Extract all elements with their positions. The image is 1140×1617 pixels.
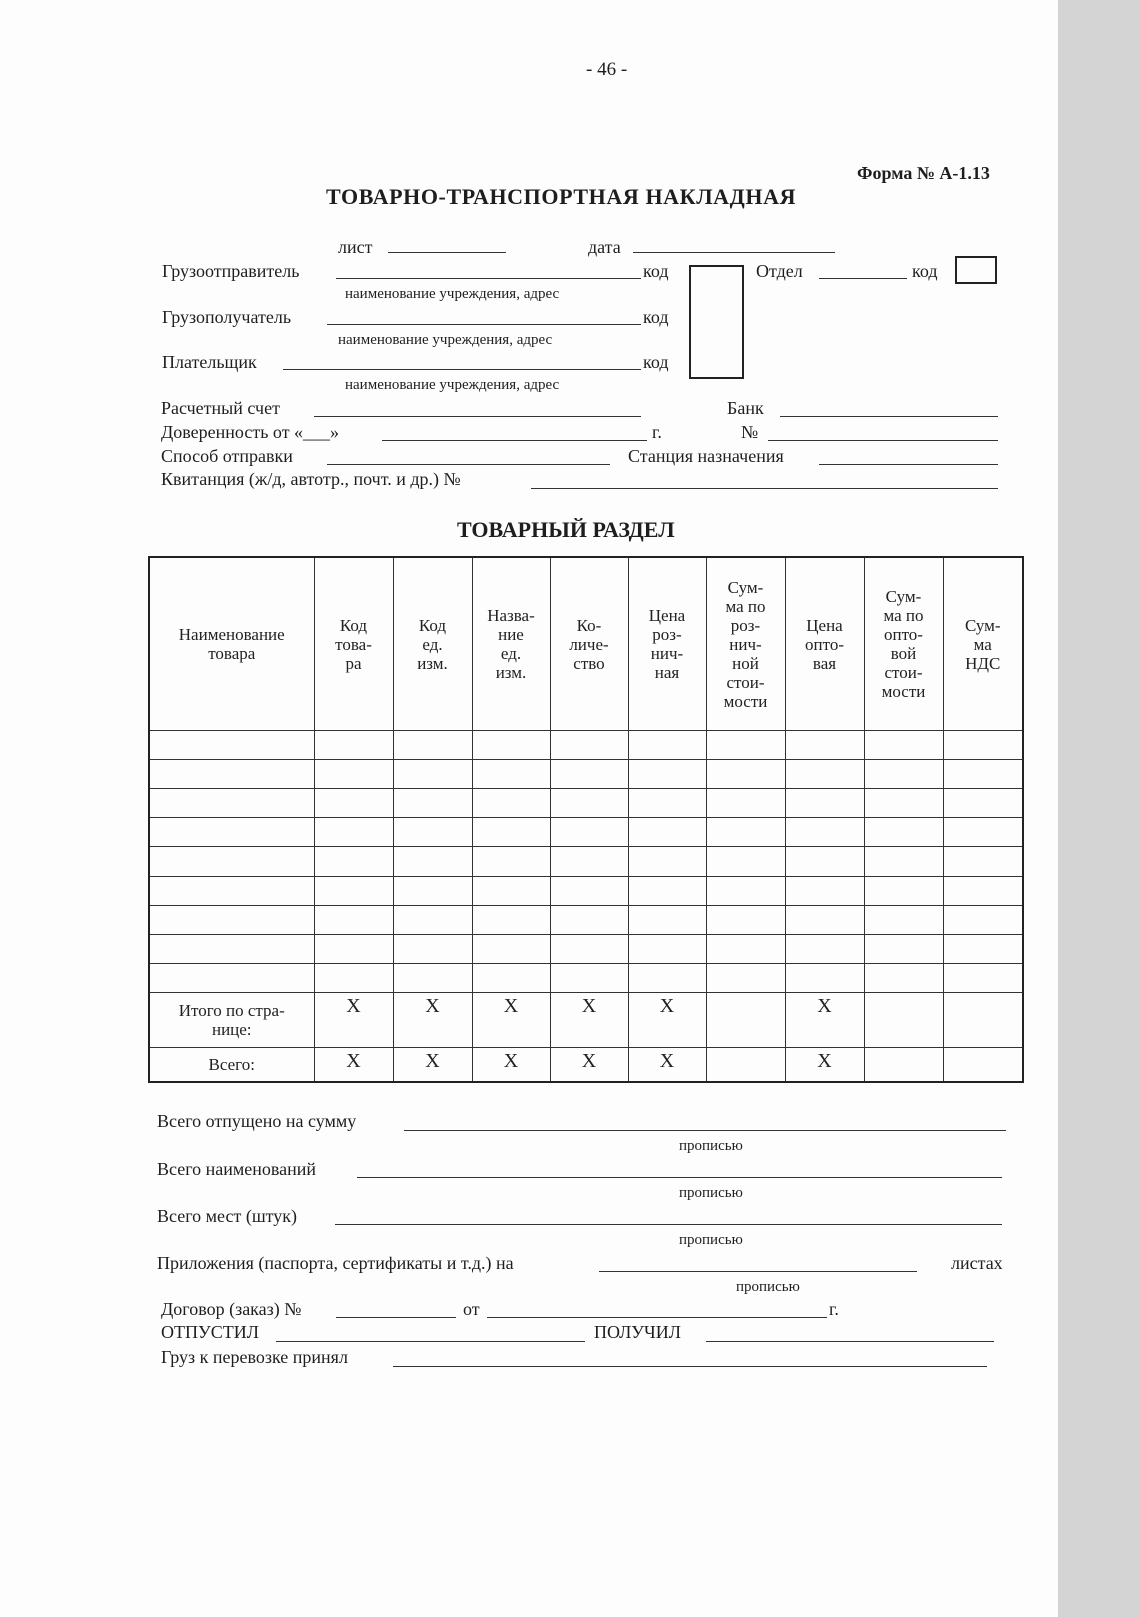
total-places-hint: прописью [679,1232,743,1248]
table-cell[interactable] [550,760,628,789]
contract-from-label: от [463,1299,480,1319]
table-cell[interactable] [472,847,550,876]
received-field[interactable] [706,1341,994,1342]
column-header-3 [393,557,472,731]
table-cell[interactable] [864,876,943,905]
column-header-line: Сум- [885,587,922,606]
table-header-row [149,557,1023,731]
proxy-number-sign: № [741,422,759,442]
section-title: ТОВАРНЫЙ РАЗДЕЛ [457,517,675,542]
column-header-line: опто- [884,625,923,644]
total-names-field[interactable] [357,1177,1002,1178]
table-cell[interactable] [628,818,706,847]
table-cell[interactable] [393,963,472,992]
table-cell[interactable] [550,876,628,905]
table-cell[interactable] [550,818,628,847]
table-cell[interactable] [472,731,550,760]
column-header-text [805,616,844,673]
total-sum-label: Всего отпущено на сумму [157,1111,357,1131]
table-cell[interactable] [550,905,628,934]
bank-label: Банк [727,398,764,418]
table-cell[interactable] [314,818,393,847]
table-cell[interactable] [393,760,472,789]
column-header-line: нич- [650,644,684,663]
table-cell[interactable] [628,876,706,905]
table-cell[interactable] [864,818,943,847]
column-header-text [649,606,685,682]
table-cell[interactable] [472,934,550,963]
receipt-field[interactable] [531,488,998,489]
column-header-line: Сум- [727,577,764,597]
goods-table [148,556,1024,1083]
table-row [149,934,1023,963]
table-cell[interactable] [314,876,393,905]
table-cell[interactable] [550,934,628,963]
column-header-line: ед. [422,634,443,654]
column-header-7 [706,557,785,731]
table-cell[interactable] [472,789,550,818]
grand-total-row-label [149,1048,314,1083]
column-header-6 [628,557,706,731]
scan-margin-strip [1058,0,1140,1617]
payer-label: Плательщик [162,352,257,372]
column-header-1 [149,557,314,731]
column-header-line: ние [498,625,524,644]
table-cell[interactable] [628,789,706,818]
table-cell[interactable] [149,934,314,963]
account-field[interactable] [314,416,641,417]
table-cell[interactable] [706,876,785,905]
consignee-code-label: код [643,307,669,327]
released-field[interactable] [276,1341,585,1342]
dept-code-box[interactable] [955,256,997,284]
attachments-hint: прописью [736,1279,800,1295]
table-cell[interactable] [706,905,785,934]
column-header-line: Цена [648,606,686,625]
table-cell[interactable] [314,731,393,760]
table-cell[interactable] [943,789,1023,818]
account-label: Расчетный счет [161,398,280,418]
table-cell[interactable] [393,876,472,905]
column-header-text [569,616,608,673]
table-row [149,847,1023,876]
column-header-line: роз- [730,615,761,635]
grand-total-row-label-line: Всего: [208,1055,255,1074]
form-number: Форма № А-1.13 [857,163,990,183]
table-row [149,760,1023,789]
table-cell[interactable] [943,876,1023,905]
dept-label: Отдел [756,261,803,281]
table-cell[interactable] [628,847,706,876]
bank-field[interactable] [780,416,998,417]
column-header-line: ма [973,634,992,654]
table-cell[interactable] [706,731,785,760]
page-total-row-label-line: Итого по стра- [178,1001,285,1020]
attachments-label: Приложения (паспорта, сертификаты и т.д.) на [157,1253,514,1273]
page-total-row-label [149,993,314,1048]
column-header-line: мости [723,691,768,711]
table-cell[interactable] [785,731,864,760]
table-cell[interactable] [706,963,785,992]
table-cell[interactable] [149,847,314,876]
proxy-number-field[interactable] [768,440,998,441]
column-header-line: опто- [805,634,844,654]
column-header-line: ма по [725,596,766,616]
table-cell[interactable] [943,963,1023,992]
table-cell[interactable] [943,934,1023,963]
table-cell[interactable] [943,847,1023,876]
shipper-hint: наименование учреждения, адрес [345,286,560,302]
column-header-text [882,587,926,701]
column-header-line: Наименование [178,625,285,644]
column-header-line: това- [335,634,372,654]
x-mark: Х [472,993,550,1048]
table-cell[interactable] [314,963,393,992]
column-header-line: изм. [495,663,527,682]
contract-label: Договор (заказ) № [161,1299,302,1319]
column-header-line: ство [573,653,605,673]
table-cell[interactable] [706,760,785,789]
table-cell[interactable] [472,760,550,789]
column-header-line: вой [890,644,917,663]
table-cell[interactable] [472,818,550,847]
document-title: ТОВАРНО-ТРАНСПОРТНАЯ НАКЛАДНАЯ [326,184,797,209]
column-header-line: личе- [569,634,609,654]
shipper-label: Грузоотправитель [162,261,300,281]
table-cell[interactable] [393,818,472,847]
sheet-label: лист [338,237,373,257]
table-cell[interactable] [864,934,943,963]
column-header-line: товара [208,644,256,663]
column-header-line: роз- [652,625,682,644]
table-cell[interactable] [393,789,472,818]
column-header-2 [314,557,393,731]
shipping-method-field[interactable] [327,464,610,465]
shipper-code-label: код [643,261,669,281]
table-cell[interactable] [785,876,864,905]
table-cell[interactable] [785,963,864,992]
total-places-field[interactable] [335,1224,1002,1225]
column-header-10 [943,557,1023,731]
payer-field[interactable] [283,369,641,370]
x-mark: Х [550,1048,628,1083]
column-header-line: Цена [806,615,843,635]
proxy-year-suffix: г. [652,422,662,442]
table-cell[interactable] [943,760,1023,789]
column-header-line: НДС [965,653,1001,673]
total-sum-field[interactable] [404,1130,1006,1131]
column-header-5 [550,557,628,731]
table-row [149,789,1023,818]
shipping-method-label: Способ отправки [161,446,293,466]
table-cell[interactable] [393,905,472,934]
table-cell[interactable] [864,847,943,876]
table-row [149,963,1023,992]
page-total-row [149,993,1023,1048]
table-cell[interactable] [785,847,864,876]
column-header-line: ма по [883,606,924,625]
table-cell[interactable] [706,847,785,876]
table-cell[interactable] [706,934,785,963]
table-cell[interactable] [706,818,785,847]
released-label: ОТПУСТИЛ [161,1322,259,1342]
cargo-accepted-label: Груз к перевозке принял [161,1347,348,1367]
total-places-label: Всего мест (штук) [157,1206,298,1226]
column-header-line: Код [339,615,368,635]
total-cell[interactable] [706,993,785,1048]
table-row [149,731,1023,760]
column-header-line: Назва- [487,606,535,625]
column-header-line: вая [812,653,837,673]
column-header-line: Ко- [576,615,602,635]
total-cell[interactable] [943,993,1023,1048]
contract-number-field[interactable] [336,1317,456,1318]
column-header-line: нич- [729,634,762,654]
x-mark: Х [314,993,393,1048]
page-total-row-label-line: нице: [211,1020,252,1039]
table-cell[interactable] [628,760,706,789]
date-field[interactable] [633,252,835,253]
code-box[interactable] [689,265,744,379]
column-header-line: ная [654,663,680,682]
consignee-field[interactable] [327,324,641,325]
table-cell[interactable] [550,847,628,876]
x-mark: Х [628,993,706,1048]
table-cell[interactable] [472,876,550,905]
table-cell[interactable] [628,905,706,934]
column-header-line: ной [732,653,759,673]
table-cell[interactable] [393,934,472,963]
table-cell[interactable] [785,818,864,847]
column-header-line: стои- [884,663,923,682]
dept-code-label: код [912,261,938,281]
payer-code-label: код [643,352,669,372]
table-cell[interactable] [393,847,472,876]
table-cell[interactable] [785,905,864,934]
table-row [149,818,1023,847]
proxy-field[interactable] [382,440,647,441]
destination-field[interactable] [819,464,998,465]
table-cell[interactable] [706,789,785,818]
table-cell[interactable] [149,760,314,789]
proxy-label: Доверенность от «___» [161,422,340,442]
total-names-label: Всего наименований [157,1159,317,1179]
column-header-line: мости [881,682,926,701]
receipt-label: Квитанция (ж/д, автотр., почт. и др.) № [161,469,461,489]
attachments-field[interactable] [599,1271,917,1272]
column-header-text [965,616,1001,673]
table-cell[interactable] [864,789,943,818]
table-cell[interactable] [149,789,314,818]
column-header-line: Код [418,615,447,635]
table-cell[interactable] [785,760,864,789]
total-cell[interactable] [943,1048,1023,1083]
x-mark: Х [785,993,864,1048]
column-header-text [724,578,768,711]
column-header-line: стои- [726,672,765,692]
sheets-suffix: листах [951,1253,1003,1273]
page-number: - 46 - [586,59,628,80]
x-mark: Х [393,993,472,1048]
contract-year-suffix: г. [829,1299,839,1319]
table-cell[interactable] [314,934,393,963]
payer-hint: наименование учреждения, адрес [345,377,560,393]
table-cell[interactable] [864,963,943,992]
sheet-field[interactable] [388,252,506,253]
table-cell[interactable] [149,731,314,760]
table-row [149,876,1023,905]
table-cell[interactable] [149,876,314,905]
total-sum-hint: прописью [679,1138,743,1154]
table-cell[interactable] [149,818,314,847]
table-cell[interactable] [943,905,1023,934]
table-cell[interactable] [149,905,314,934]
total-cell[interactable] [864,1048,943,1083]
table-cell[interactable] [393,731,472,760]
table-cell[interactable] [785,789,864,818]
table-cell[interactable] [550,963,628,992]
table-cell[interactable] [864,905,943,934]
table-row [149,905,1023,934]
shipper-field[interactable] [336,278,641,279]
table-cell[interactable] [472,905,550,934]
column-header-text [335,616,372,673]
x-mark: Х [314,1048,393,1083]
table-cell[interactable] [149,963,314,992]
contract-date-field[interactable] [487,1317,827,1318]
total-cell[interactable] [706,1048,785,1083]
received-label: ПОЛУЧИЛ [594,1322,681,1342]
table-cell[interactable] [314,760,393,789]
column-header-line: ра [345,653,362,673]
column-header-line: изм. [417,653,448,673]
column-header-line: Сум- [964,615,1001,635]
column-header-9 [864,557,943,731]
table-cell[interactable] [864,731,943,760]
column-header-text [487,606,535,682]
table-cell[interactable] [550,789,628,818]
consignee-hint: наименование учреждения, адрес [338,332,553,348]
x-mark: Х [393,1048,472,1083]
table-cell[interactable] [314,789,393,818]
table-cell[interactable] [785,934,864,963]
table-cell[interactable] [628,934,706,963]
table-cell[interactable] [314,847,393,876]
table-cell[interactable] [943,731,1023,760]
table-cell[interactable] [628,731,706,760]
date-label: дата [588,237,621,257]
column-header-text [179,625,285,663]
table-cell[interactable] [550,731,628,760]
cargo-accepted-field[interactable] [393,1366,987,1367]
destination-label: Станция назначения [628,446,784,466]
table-cell[interactable] [628,963,706,992]
x-mark: Х [628,1048,706,1083]
table-cell[interactable] [314,905,393,934]
x-mark: Х [550,993,628,1048]
table-cell[interactable] [943,818,1023,847]
grand-total-row [149,1048,1023,1083]
x-mark: Х [472,1048,550,1083]
column-header-text [417,616,448,673]
column-header-line: ед. [500,644,522,663]
total-names-hint: прописью [679,1185,743,1201]
table-cell[interactable] [864,760,943,789]
total-cell[interactable] [864,993,943,1048]
consignee-label: Грузополучатель [162,307,292,327]
dept-field[interactable] [819,278,907,279]
x-mark: Х [785,1048,864,1083]
column-header-4 [472,557,550,731]
table-cell[interactable] [472,963,550,992]
column-header-8 [785,557,864,731]
